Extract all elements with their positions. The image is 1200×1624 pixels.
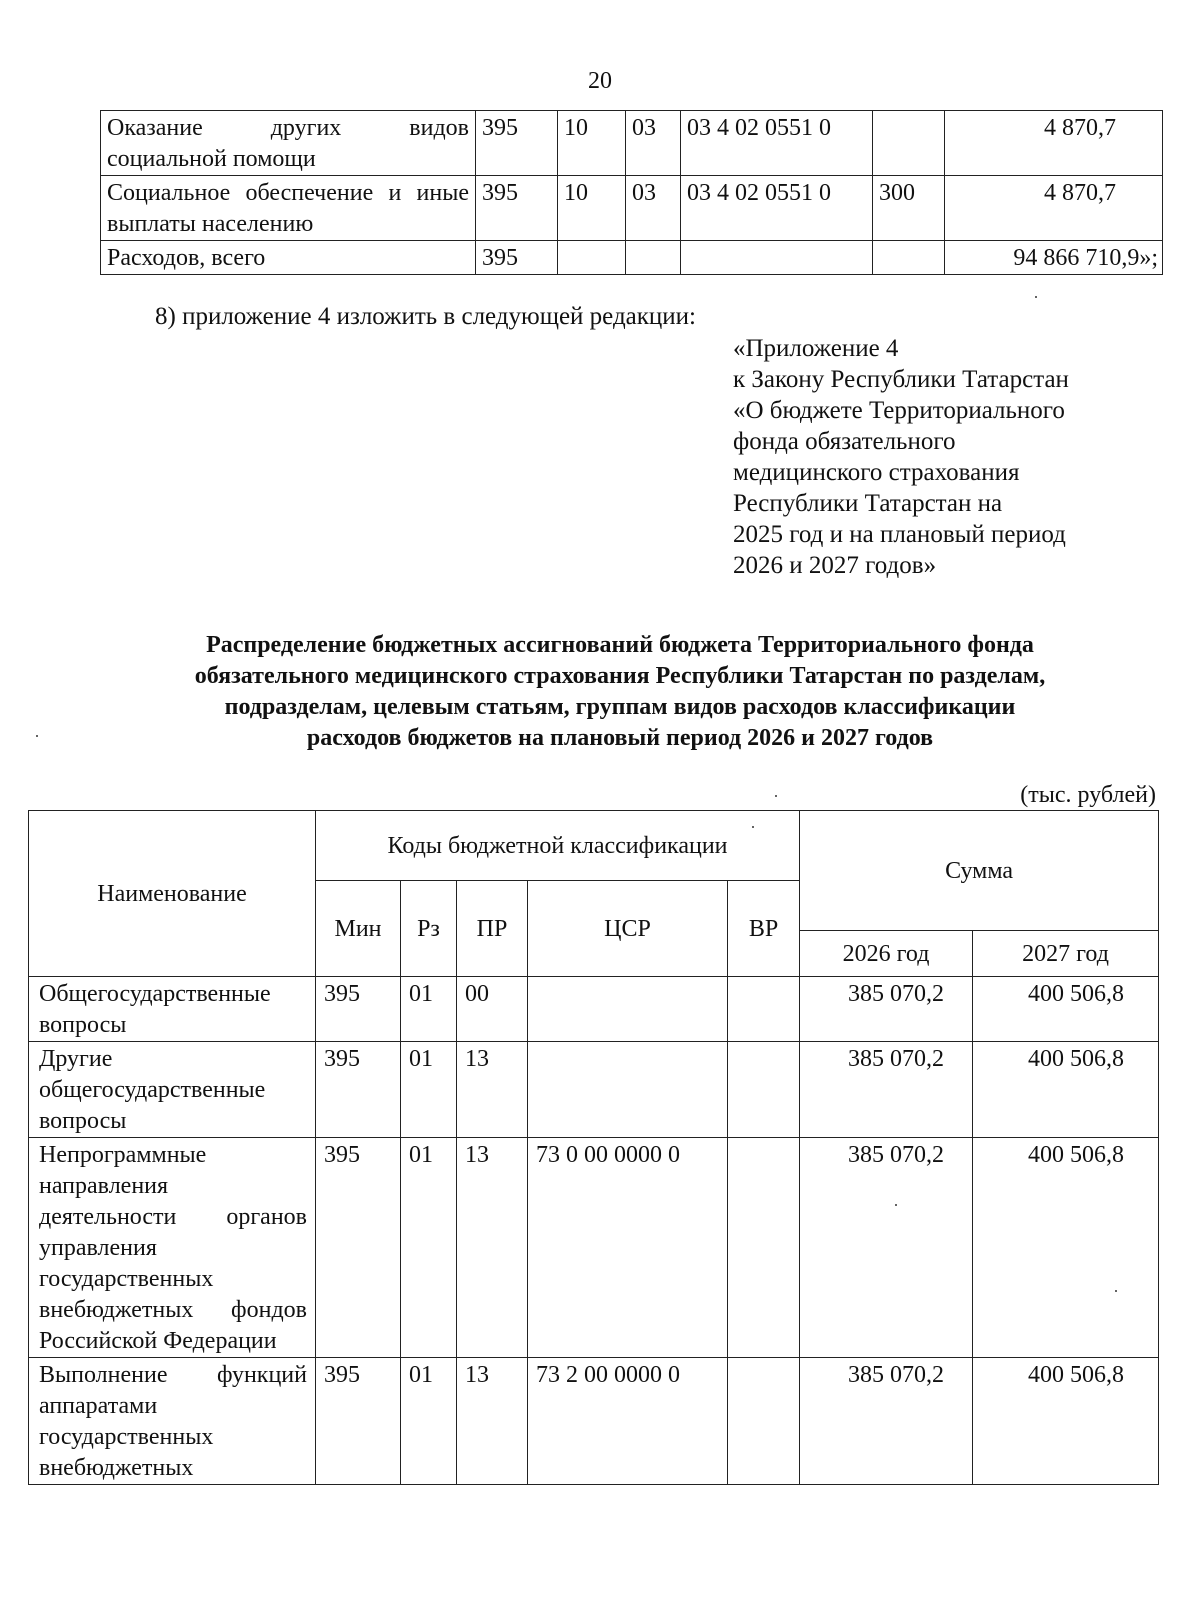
table-row-total	[101, 241, 1163, 275]
row-name: Социальное обеспечение и иные выплаты населению	[101, 176, 476, 241]
instruction-text: 8) приложение 4 изложить в следующей редакции:	[155, 303, 696, 330]
row-min: 395	[476, 176, 558, 241]
row-pr: 03	[626, 176, 681, 241]
header-sum: Сумма	[800, 811, 1159, 931]
row-csr: 73 2 00 0000 0	[528, 1358, 728, 1485]
row-min: 395	[316, 1138, 401, 1358]
appendix-line: «Приложение 4	[733, 335, 899, 362]
row-csr	[528, 1042, 728, 1138]
row-2027: 400 506,8	[973, 1042, 1159, 1138]
row-pr	[626, 241, 681, 275]
appendix-line: 2025 год и на плановый период	[733, 521, 1066, 548]
row-name: Общегосударственные вопросы	[29, 977, 316, 1042]
top-table	[100, 110, 1163, 275]
row-vr: 300	[873, 176, 945, 241]
row-2026: 385 070,2	[800, 1042, 973, 1138]
row-name: Другие общегосударственные вопросы	[29, 1042, 316, 1138]
row-2027: 400 506,8	[973, 1358, 1159, 1485]
header-csr: ЦСР	[528, 881, 728, 977]
document-title	[60, 630, 1180, 754]
row-csr: 73 0 00 0000 0	[528, 1138, 728, 1358]
header-min: Мин	[316, 881, 401, 977]
row-pr: 03	[626, 111, 681, 176]
scan-speck	[36, 735, 38, 737]
appendix-line: медицинского страхования	[733, 459, 1020, 486]
table-row	[101, 111, 1163, 176]
scan-speck	[1035, 296, 1037, 298]
header-2026: 2026 год	[800, 931, 973, 977]
row-pr: 00	[457, 977, 528, 1042]
scan-speck	[752, 826, 754, 828]
appendix-line: к Закону Республики Татарстан	[733, 366, 1069, 393]
header-rz: Рз	[401, 881, 457, 977]
row-min: 395	[316, 1042, 401, 1138]
row-pr: 13	[457, 1138, 528, 1358]
row-vr	[728, 1042, 800, 1138]
scan-speck	[1115, 1290, 1117, 1292]
table-row	[101, 176, 1163, 241]
appendix-header	[733, 333, 1153, 581]
scan-speck	[895, 1204, 897, 1206]
row-min: 395	[476, 111, 558, 176]
header-codes: Коды бюджетной классификации	[316, 811, 800, 881]
row-name: Расходов, всего	[101, 241, 476, 275]
row-csr: 03 4 02 0551 0	[681, 111, 873, 176]
table-row	[29, 1358, 1159, 1485]
header-vr: ВР	[728, 881, 800, 977]
title-line: Распределение бюджетных ассигнований бюджета Территориального фонда	[206, 632, 1034, 658]
row-rz	[558, 241, 626, 275]
row-rz: 10	[558, 176, 626, 241]
row-2026: 385 070,2	[800, 1138, 973, 1358]
row-pr: 13	[457, 1358, 528, 1485]
appendix-line: 2026 и 2027 годов»	[733, 552, 937, 579]
row-name: Непрограммные направления деятельности органов управления государственных внебюджетных фондов Российской Федерации	[29, 1138, 316, 1358]
header-pr: ПР	[457, 881, 528, 977]
row-rz: 01	[401, 1358, 457, 1485]
table-row	[29, 977, 1159, 1042]
header-name: Наименование	[29, 811, 316, 977]
page-number: 20	[588, 68, 612, 94]
row-vr	[873, 241, 945, 275]
row-rz: 10	[558, 111, 626, 176]
row-min: 395	[316, 977, 401, 1042]
row-vr	[873, 111, 945, 176]
row-2027: 400 506,8	[973, 1138, 1159, 1358]
row-name: Оказание других видов социальной помощи	[101, 111, 476, 176]
appendix-line: Республики Татарстан на	[733, 490, 1003, 517]
row-rz: 01	[401, 1042, 457, 1138]
title-line: обязательного медицинского страхования Республики Татарстан по разделам,	[194, 663, 1046, 689]
table-row	[29, 1042, 1159, 1138]
row-min: 395	[476, 241, 558, 275]
row-sum: 4 870,7	[945, 111, 1163, 176]
row-min: 395	[316, 1358, 401, 1485]
row-csr: 03 4 02 0551 0	[681, 176, 873, 241]
row-2026: 385 070,2	[800, 977, 973, 1042]
row-rz: 01	[401, 977, 457, 1042]
row-rz: 01	[401, 1138, 457, 1358]
title-line: подразделам, целевым статьям, группам видов расходов классификации	[224, 694, 1016, 720]
units-label: (тыс. рублей)	[1020, 782, 1156, 808]
row-pr: 13	[457, 1042, 528, 1138]
row-name: Выполнение функций аппаратами государственных внебюджетных	[29, 1358, 316, 1485]
appendix-line: фонда обязательного	[733, 428, 956, 455]
row-sum: 4 870,7	[945, 176, 1163, 241]
scan-speck	[775, 795, 777, 797]
appendix-line: «О бюджете Территориального	[733, 397, 1065, 424]
row-sum: 94 866 710,9»;	[945, 241, 1163, 275]
title-line: расходов бюджетов на плановый период 2026 и 2027 годов	[306, 725, 934, 751]
row-2027: 400 506,8	[973, 977, 1159, 1042]
row-vr	[728, 1138, 800, 1358]
row-vr	[728, 977, 800, 1042]
main-table	[28, 810, 1159, 1485]
header-2027: 2027 год	[973, 931, 1159, 977]
row-csr	[528, 977, 728, 1042]
row-csr	[681, 241, 873, 275]
row-2026: 385 070,2	[800, 1358, 973, 1485]
table-row	[29, 1138, 1159, 1358]
row-vr	[728, 1358, 800, 1485]
